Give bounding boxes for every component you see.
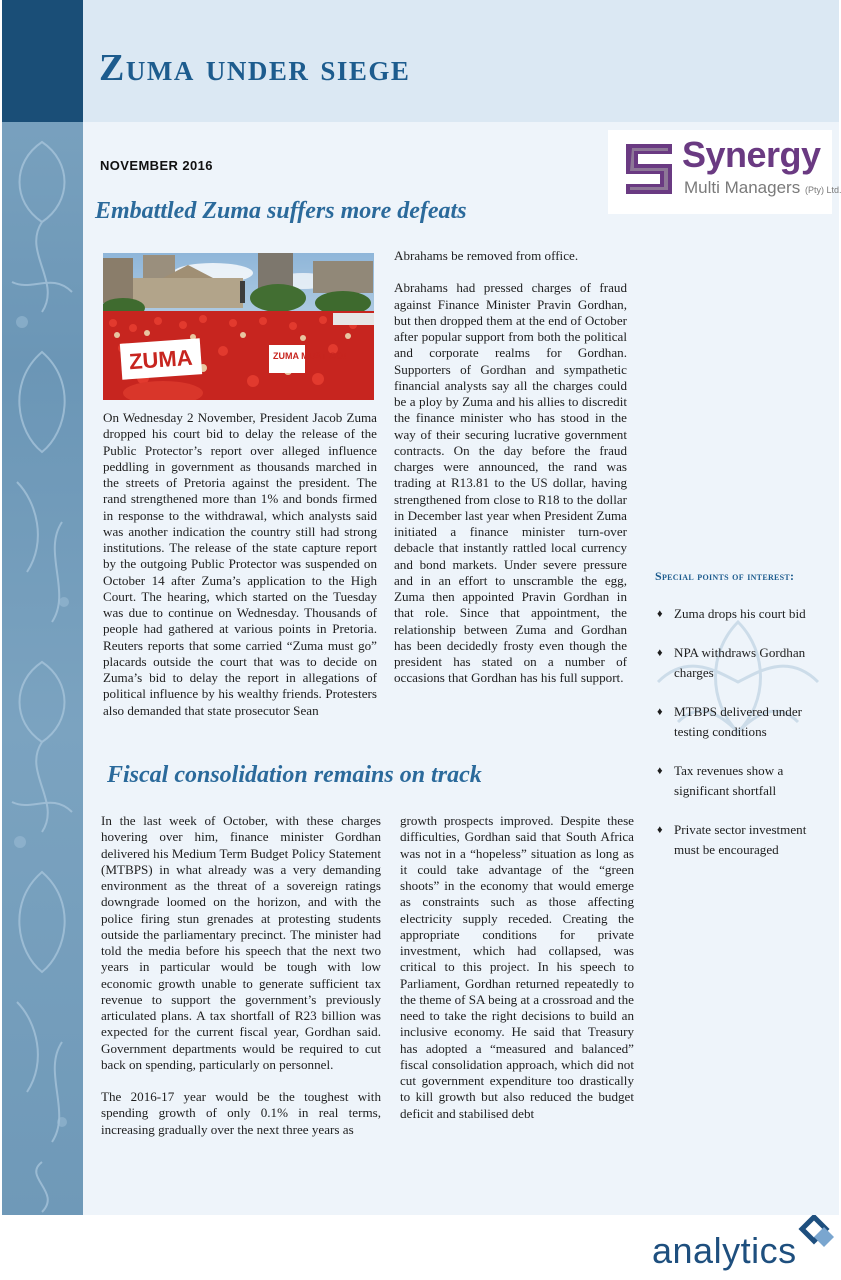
article2-paragraph: growth prospects improved. Despite these difficulties, Gordhan said that South Africa was not in a “hopeless” situation as long as it could take advantage of the “green shoots” in the economy that would emerge as constraints such as those affecting electricity supply receded. Creating the appropriate conditions for private investment, which had collapsed, was critical to this project. In his speech to Parliament, Gordhan returned repeatedly to the theme of SA being at a crossroad and the need to take the right decisions to build an inclusive economy. He said that Treasury has adopted a “measured and balanced” fiscal consolidation approach, which did not cut government expenditure too drastically to kill growth but also reduced the budget deficit and stabilised debt — [400, 813, 634, 1121]
logo-suffix: (Pty) Ltd. — [804, 185, 841, 195]
article1-paragraph: Abrahams be removed from office. — [394, 248, 579, 263]
footer-brand: analytics — [652, 1230, 797, 1271]
point-text: MTBPS delivered under testing conditions — [674, 704, 803, 739]
floral-pattern-icon — [2, 122, 83, 1215]
article2-paragraph: In the last week of October, with these charges hovering over him, finance minister Gordhan delivered his Medium Term Budget Policy Statement (MTBPS) in what already was a very demanding environment as the threat of a sovereign ratings downgrade loomed on the horizon, and with the police firing stun grenades at protesting students outside the parliamentary precinct. The minister had told the media before his speech that the next two years in particular would be tough with low economic growth unable to generate sufficient tax revenue to support the government’s previously articulated plans. A tax shortfall of R23 billion was expected for the current fiscal year, Gordhan said. Government departments would be required to cut back on spending, particularly on personnel. — [101, 813, 381, 1072]
section-title-embattled: Embattled Zuma suffers more defeats — [95, 198, 467, 224]
point-text: Zuma drops his court bid — [674, 606, 806, 621]
list-item — [657, 643, 832, 683]
protest-photo — [103, 253, 374, 400]
logo-subtitle — [684, 178, 841, 198]
point-text: Tax revenues show a significant shortfall — [674, 763, 784, 798]
diamond-bullet-icon: ♦ — [657, 608, 663, 620]
logo-sub-text: Multi Managers — [684, 178, 801, 197]
article2-paragraph: The 2016-17 year would be the toughest with spending growth of only 0.1% in real terms, increasing gradually over the next three years as — [101, 1089, 381, 1137]
diamond-bullet-icon: ♦ — [657, 706, 663, 718]
strip-top-block — [2, 0, 83, 122]
point-text: Private sector investment must be encouraged — [674, 822, 807, 857]
article1-paragraph: On Wednesday 2 November, President Jacob Zuma dropped his court bid to delay the release of the Public Protector’s report over alleged influence peddling in government as thousands marched in the streets of Pretoria against the president. The rand strengthened more than 1% and bonds firmed in response to the withdrawal, which analysts said was another indication the country still had strong institutions. The release of the state capture report by the outgoing Public Protector was suspended on October 14 after Zuma’s application to the High Court. The hearing, which started on the Tuesday was due to continue on Wednesday. Thousands of people had gathered at various points in Pretoria. Reuters reports that some carried “Zuma must go” placards outside the court that was to decide on Zuma’s bid to delay the report in allegations of political influence by his wealthy friends. Protesters also demanded that state prosecutor Sean — [103, 410, 377, 718]
article2-column2 — [400, 813, 634, 1138]
synergy-logo — [608, 130, 841, 214]
diamond-bullet-icon: ♦ — [657, 824, 663, 836]
logo-brand-name: Synergy — [682, 134, 821, 175]
placard-text-1: ZUMA — [128, 344, 194, 375]
point-text: NPA withdraws Gordhan charges — [674, 645, 806, 680]
article2-column1 — [101, 813, 381, 1154]
analytics-diamond-logo-icon — [794, 1215, 836, 1255]
page-title: Zuma under siege — [99, 47, 411, 89]
diamond-bullet-icon: ♦ — [657, 647, 663, 659]
decorative-side-strip — [2, 0, 83, 1215]
diamond-bullet-icon: ♦ — [657, 765, 663, 777]
section-title-fiscal: Fiscal consolidation remains on track — [107, 762, 482, 788]
list-item — [657, 761, 832, 801]
points-of-interest-list — [657, 604, 832, 879]
protest-crowd-image-icon — [103, 253, 374, 400]
list-item — [657, 820, 832, 860]
sidebar-title: Special points of interest: — [655, 569, 795, 583]
placard-text-2: ZUMA MUST GO! — [273, 351, 347, 361]
issue-date: NOVEMBER 2016 — [100, 158, 213, 173]
synergy-s-logo-icon — [622, 140, 676, 198]
list-item — [657, 604, 832, 624]
article1-column2 — [394, 248, 627, 703]
article1-paragraph: Abrahams had pressed charges of fraud against Finance Minister Pravin Gordhan, but then dropped them at the end of October after popular support from both the political and corporate realms for Gordhan. Supporters of Gordhan and sympathetic financial analysts say all the charges could be a ploy by Zuma and his allies to discredit the finance minister who has stood in the way of their securing lucrative government contracts. On the day before the fraud charges were announced, the rand was trading at R13.81 to the US dollar, having strengthened from close to R18 to the dollar in December last year when President Zuma initiated a finance minister turn-over debacle that instantly rattled local currency and bond markets. Under severe pressure and in an effort to unscramble the egg, Zuma then appointed Pravin Gordhan in that role. Since that appointment, the relationship between Zuma and Gordhan has been decidedly frosty even though the president has stated on a number of occasions that Gordhan has his full support. — [394, 280, 627, 686]
list-item — [657, 702, 832, 742]
article1-column1 — [103, 410, 377, 735]
